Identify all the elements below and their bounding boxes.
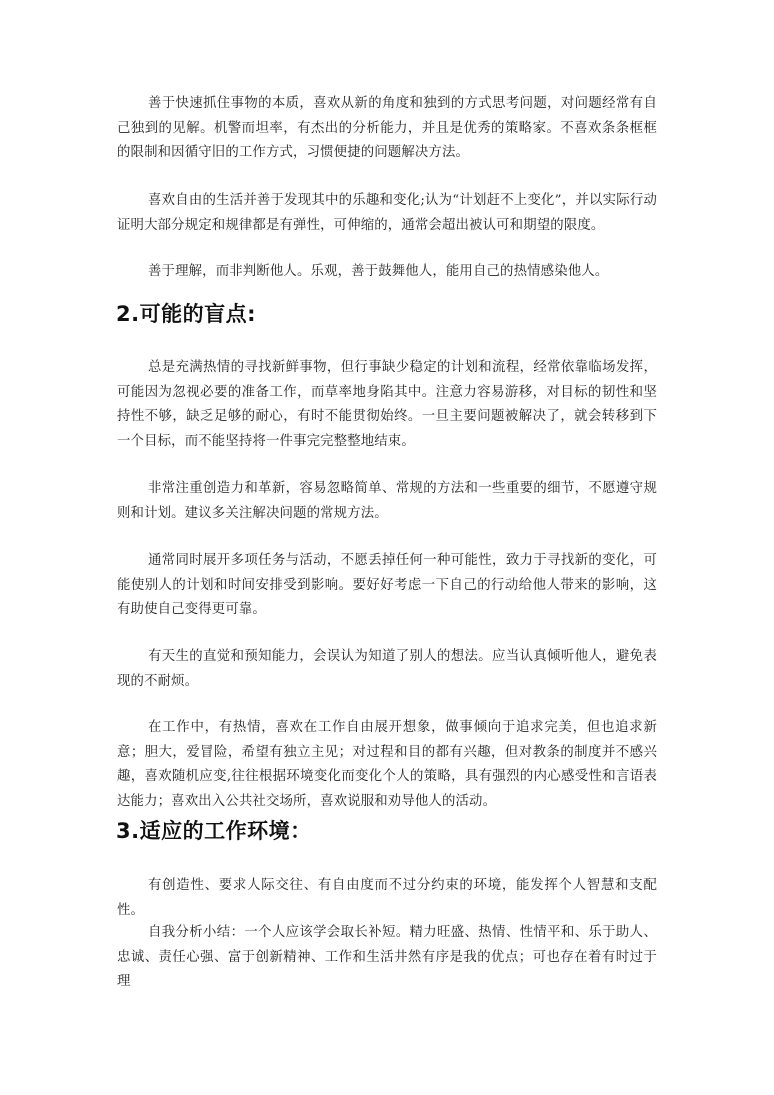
heading-blind-spots: 2.可能的盲点: [116,302,256,326]
paragraph-understanding: 善于理解，而非判断他人。乐观，善于鼓舞他人，能用自己的热情感染他人。 [148,264,609,279]
paragraph-enthusiasm: 总是充满热情的寻找新鲜事物，但行事缺少稳定的计划和流程，经常依靠临场发挥，可能因为忽视必要的准备工作，而草率地身陷其中。注意力容易游移，对目标的韧性和坚持性不够，缺乏足够的耐心，有时不能贯彻始终。一旦主要问题被解决了，就会转移到下一个目标，而不能坚持将一件事完完整整地结束。 [117,360,657,449]
paragraph-at-work: 在工作中，有热情，喜欢在工作自由展开想象，做事倾向于追求完美，但也追求新意；胆大，爱冒险，希望有独立主见；对过程和目的都有兴趣，但对教条的制度并不感兴趣，喜欢随机应变,往往根据环境变化而变化个人的策略，具有强烈的内心感受性和言语表达能力；喜欢出入公共社交场所，喜欢说服和劝导他人的活动。 [117,720,657,809]
paragraph-environment: 有创造性、要求人际交往、有自由度而不过分约束的环境，能发挥个人智慧和支配性。 [117,878,657,918]
paragraph-freedom: 喜欢自由的生活并善于发现其中的乐趣和变化;认为“计划赶不上变化”，并以实际行动证明大部分规定和规律都是有弹性，可伸缩的，通常会超出被认可和期望的限度。 [117,193,657,233]
paragraph-intuition: 有天生的直觉和预知能力，会误认为知道了别人的想法。应当认真倾听他人，避免表现的不耐烦。 [117,649,657,689]
paragraph-essence: 善于快速抓住事物的本质，喜欢从新的角度和独到的方式思考问题，对问题经常有自己独到的见解。机警而坦率，有杰出的分析能力，并且是优秀的策略家。不喜欢条条框框的限制和因循守旧的工作方式，习惯便捷的问题解决方法。 [117,96,657,160]
heading-work-environment: 3.适应的工作环境： [116,819,312,843]
paragraph-self-analysis: 自我分析小结：一个人应该学会取长补短。精力旺盛、热情、性情平和、乐于助人、忠诚、责任心强、富于创新精神、工作和生活井然有序是我的优点；可也存在着有时过于理 [117,925,657,989]
paragraph-multitasking: 通常同时展开多项任务与活动，不愿丢掉任何一种可能性，致力于寻找新的变化，可能使别人的计划和时间安排受到影响。要好好考虑一下自己的行动给他人带来的影响，这有助使自己变得更可靠。 [117,553,657,617]
paragraph-innovation: 非常注重创造力和革新，容易忽略简单、常规的方法和一些重要的细节，不愿遵守规则和计划。建议多关注解决问题的常规方法。 [117,481,657,521]
